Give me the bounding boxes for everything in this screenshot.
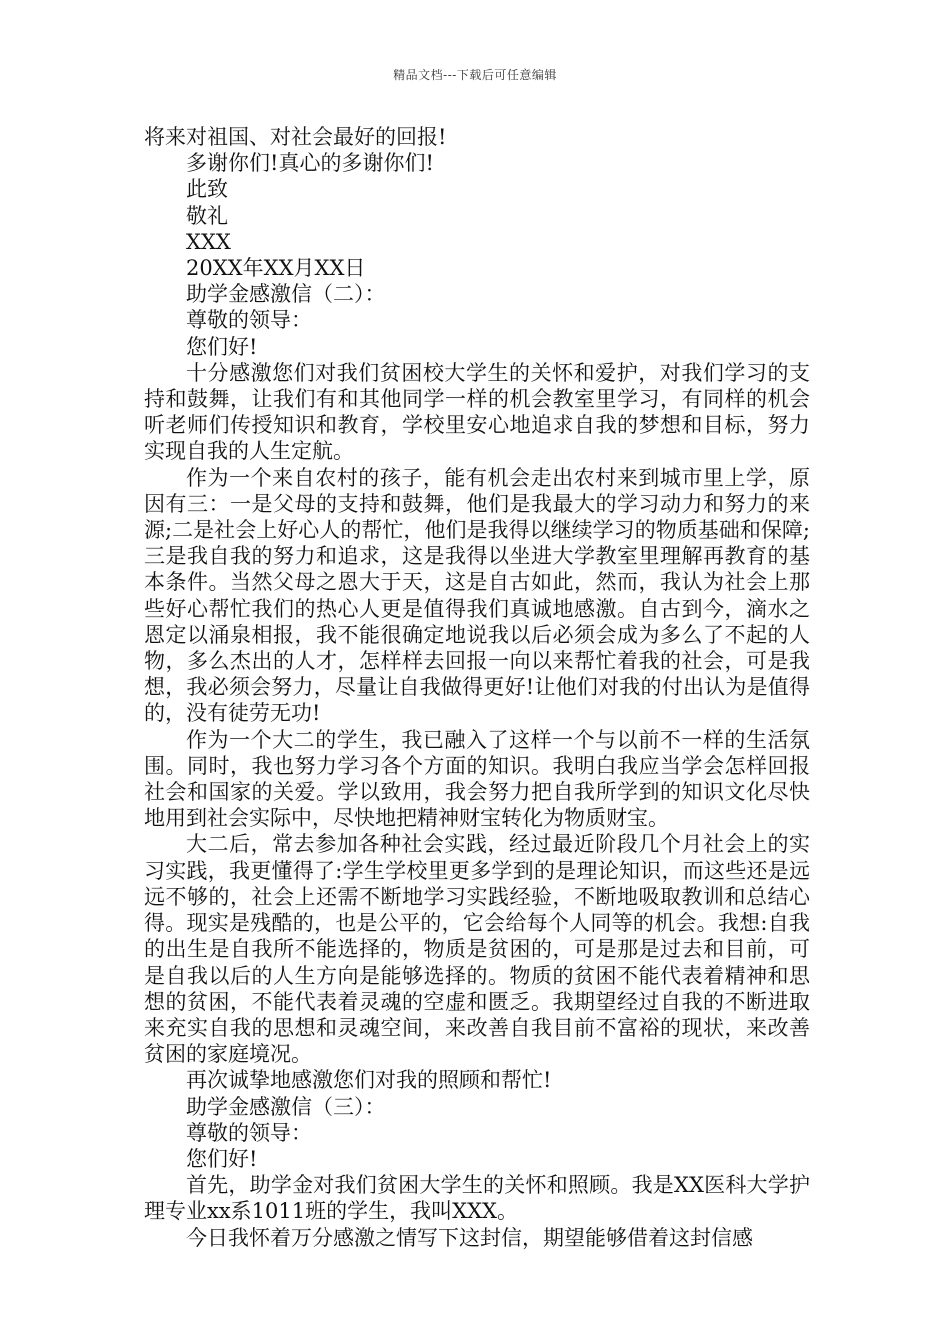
- page-header: 精品文档---下载后可任意编辑: [393, 68, 557, 82]
- paragraph: 20XX年XX月XX日: [186, 256, 366, 281]
- document-body: [144, 124, 810, 1251]
- paragraph: 作为一个来自农村的孩子，能有机会走出农村来到城市里上学，原因有三：一是父母的支持和鼓舞，他们是我最大的学习动力和努力的来源;二是社会上好心人的帮忙，他们是我得以继续学习的物质基础和保障;三是我自我的努力和追求，这是我得以坐进大学教室里理解再教育的基本条件。当然父母之恩大于天，这是自古如此，然而，我认为社会上那些好心帮忙我们的热心人更是值得我们真诚地感激。自古到今，滴水之恩定以涌泉相报，我不能很确定地说我以后必须会成为多么了不起的人物，多么杰出的人才，怎样样去回报一向以来帮忙着我的社会，可是我想，我必须会努力，尽量让自我做得更好!让他们对我的付出认为是值得的，没有徒劳无功!: [144, 465, 810, 726]
- greeting: 您们好!: [186, 334, 258, 359]
- salutation: 尊敬的领导：: [186, 308, 312, 333]
- greeting: 您们好!: [186, 1146, 258, 1171]
- paragraph: XXX: [186, 229, 231, 254]
- paragraph: 此致: [186, 177, 228, 202]
- salutation: 尊敬的领导：: [186, 1120, 312, 1145]
- paragraph: 将来对祖国、对社会最好的回报!: [144, 125, 447, 149]
- paragraph: 首先，助学金对我们贫困大学生的关怀和照顾。我是XX医科大学护理专业xx系1011班的学生，我叫XXX。: [144, 1173, 810, 1224]
- paragraph: 多谢你们!真心的多谢你们!: [186, 151, 434, 176]
- paragraph: 十分感激您们对我们贫困校大学生的关怀和爱护，对我们学习的支持和鼓舞，让我们有和其他同学一样的机会教室里学习，有同样的机会听老师们传授知识和教育，学校里安心地追求自我的梦想和目标，努力实现自我的人生定航。: [144, 360, 810, 464]
- paragraph: 敬礼: [186, 203, 228, 228]
- section-title: 助学金感激信（三）：: [186, 1094, 386, 1119]
- paragraph: 作为一个大二的学生，我已融入了这样一个与以前不一样的生活氛围。同时，我也努力学习各个方面的知识。我明白我应当学会怎样回报社会和国家的关爱。学以致用，我会努力把自我所学到的知识文化尽快地用到社会实际中，尽快地把精神财宝转化为物质财宝。: [144, 727, 810, 831]
- paragraph: 再次诚挚地感激您们对我的照顾和帮忙!: [186, 1068, 552, 1093]
- paragraph: 今日我怀着万分感激之情写下这封信，期望能够借着这封信感: [186, 1225, 753, 1250]
- paragraph: 大二后，常去参加各种社会实践，经过最近阶段几个月社会上的实习实践，我更懂得了:学生学校里更多学到的是理论知识，而这些还是远远不够的，社会上还需不断地学习实践经验，不断地吸取教训和总结心得。现实是残酷的，也是公平的，它会给每个人同等的机会。我想:自我的出生是自我所不能选择的，物质是贫困的，可是那是过去和目前，可是自我以后的人生方向是能够选择的。物质的贫困不能代表着精神和思想的贫困，不能代表着灵魂的空虚和匮乏。我期望经过自我的不断进取来充实自我的思想和灵魂空间，来改善自我目前不富裕的现状，来改善贫困的家庭境况。: [144, 832, 810, 1067]
- section-title: 助学金感激信（二）：: [186, 282, 386, 307]
